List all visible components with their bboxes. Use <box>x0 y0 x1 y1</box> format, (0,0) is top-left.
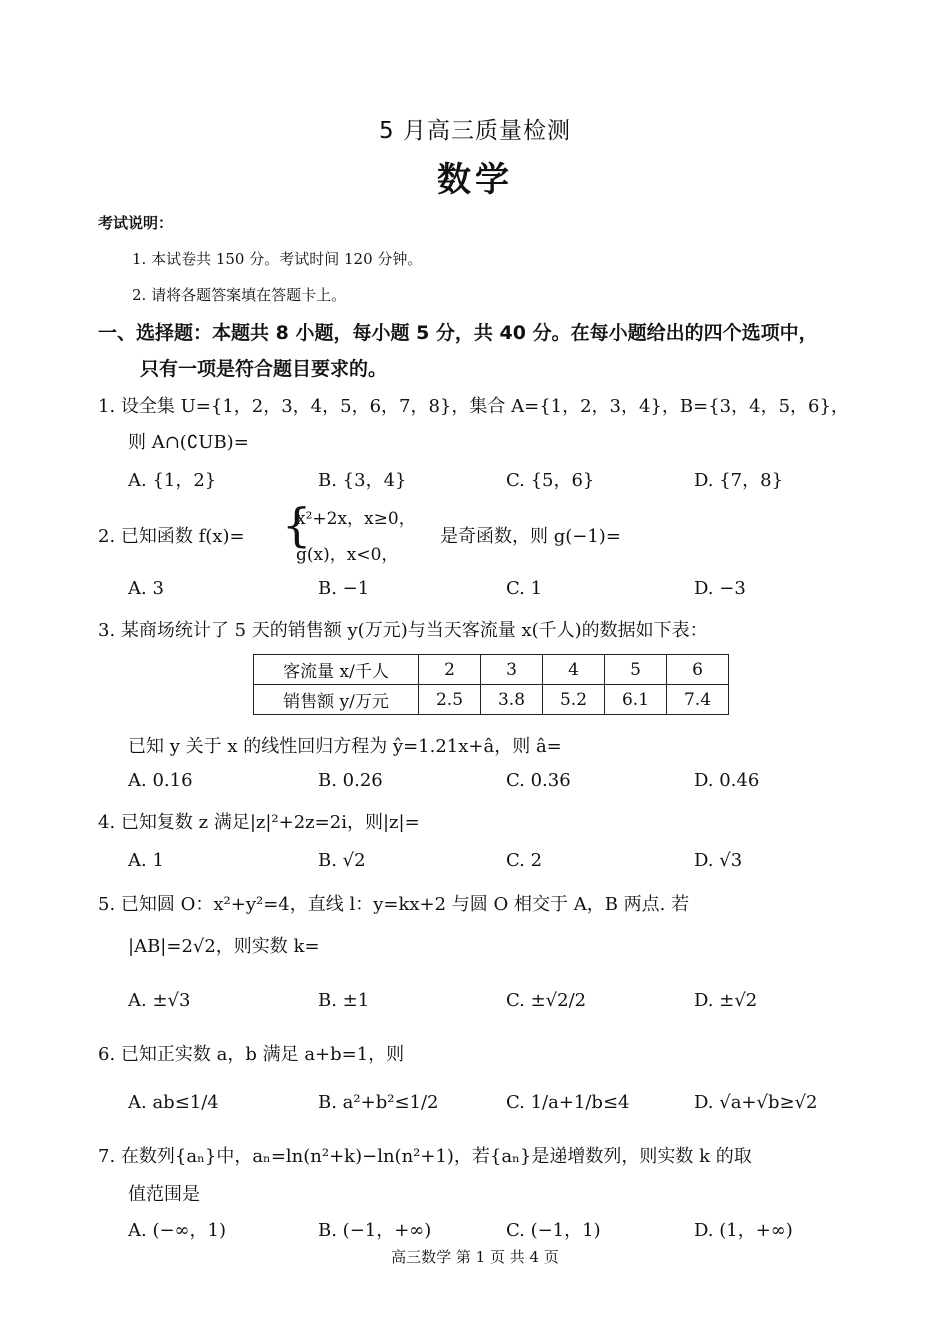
option-c: C. ±√2/2 <box>506 990 587 1011</box>
option-d: D. 0.46 <box>694 770 760 791</box>
table-cell: 2.5 <box>419 685 481 715</box>
question-7-cont: 值范围是 <box>128 1184 200 1205</box>
table-cell: 3 <box>481 655 543 685</box>
option-d: D. (1，+∞) <box>694 1220 793 1241</box>
question-3-regression: 已知 y 关于 x 的线性回归方程为 ŷ=1.21x+â，则 â= <box>128 736 562 757</box>
table-row <box>254 655 729 685</box>
table-cell: 2 <box>419 655 481 685</box>
option-c: C. (−1，1) <box>506 1220 601 1241</box>
question-2-suffix: 是奇函数，则 g(−1)= <box>440 526 621 547</box>
question-1-cont: 则 A∩(∁UB)= <box>128 432 249 453</box>
section-heading-cont: 只有一项是符合题目要求的。 <box>140 358 388 380</box>
option-d: D. ±√2 <box>694 990 758 1011</box>
option-b: B. 0.26 <box>318 770 383 791</box>
option-b: B. (−1，+∞) <box>318 1220 432 1241</box>
table-cell: 5 <box>605 655 667 685</box>
page-footer: 高三数学 第 1 页 共 4 页 <box>391 1248 559 1266</box>
option-a: A. ab≤1/4 <box>128 1092 219 1113</box>
table-cell: 3.8 <box>481 685 543 715</box>
question-5-cont: |AB|=2√2，则实数 k= <box>128 936 320 957</box>
table-cell: 5.2 <box>543 685 605 715</box>
question-2-prefix: 2. 已知函数 f(x)= <box>98 526 245 547</box>
question-3: 3. 某商场统计了 5 天的销售额 y(万元)与当天客流量 x(千人)的数据如下表： <box>98 620 708 641</box>
option-b: B. ±1 <box>318 990 370 1011</box>
option-a: A. {1，2} <box>128 470 217 491</box>
option-d: D. {7，8} <box>694 470 784 491</box>
option-b: B. √2 <box>318 850 366 871</box>
option-c: C. 2 <box>506 850 543 871</box>
option-a: A. (−∞，1) <box>128 1220 227 1241</box>
option-c: C. 1 <box>506 578 543 599</box>
option-b: B. −1 <box>318 578 370 599</box>
question-1: 1. 设全集 U={1，2，3，4，5，6，7，8}，集合 A={1，2，3，4}，B={3，4，5，6}， <box>98 396 849 417</box>
data-table <box>253 654 729 715</box>
instruction-item: 2. 请将各题答案填在答题卡上。 <box>132 286 347 304</box>
page-title: 5 月高三质量检测 <box>379 118 571 144</box>
table-cell: 客流量 x/千人 <box>254 655 419 685</box>
option-a: A. 1 <box>128 850 164 871</box>
option-c: C. {5，6} <box>506 470 595 491</box>
option-a: A. ±√3 <box>128 990 191 1011</box>
table-cell: 6 <box>667 655 729 685</box>
table-cell: 6.1 <box>605 685 667 715</box>
option-a: A. 0.16 <box>128 770 193 791</box>
option-d: D. √3 <box>694 850 743 871</box>
brace-symbol: { <box>282 498 312 552</box>
table-cell: 7.4 <box>667 685 729 715</box>
instructions-heading: 考试说明： <box>98 214 174 232</box>
option-c: C. 0.36 <box>506 770 571 791</box>
option-d: D. −3 <box>694 578 746 599</box>
instruction-item: 1. 本试卷共 150 分。考试时间 120 分钟。 <box>132 250 423 268</box>
question-5: 5. 已知圆 O：x²+y²=4，直线 l：y=kx+2 与圆 O 相交于 A，B 两点. 若 <box>98 894 690 915</box>
subject-title: 数学 <box>437 160 513 200</box>
table-row <box>254 685 729 715</box>
table-cell: 销售额 y/万元 <box>254 685 419 715</box>
question-2-case2: g(x)，x<0， <box>296 545 399 565</box>
question-7: 7. 在数列{aₙ}中，aₙ=ln(n²+k)−ln(n²+1)，若{aₙ}是递增数列，则实数 k 的取 <box>98 1146 752 1167</box>
option-a: A. 3 <box>128 578 164 599</box>
table-cell: 4 <box>543 655 605 685</box>
question-2-case1: x²+2x，x≥0， <box>296 509 416 529</box>
option-d: D. √a+√b≥√2 <box>694 1092 818 1113</box>
option-b: B. {3，4} <box>318 470 407 491</box>
question-4: 4. 已知复数 z 满足|z|²+2z=2i，则|z|= <box>98 812 420 833</box>
option-c: C. 1/a+1/b≤4 <box>506 1092 630 1113</box>
question-6: 6. 已知正实数 a，b 满足 a+b=1，则 <box>98 1044 405 1065</box>
section-heading: 一、选择题：本题共 8 小题，每小题 5 分，共 40 分。在每小题给出的四个选项中， <box>98 322 818 344</box>
option-b: B. a²+b²≤1/2 <box>318 1092 439 1113</box>
